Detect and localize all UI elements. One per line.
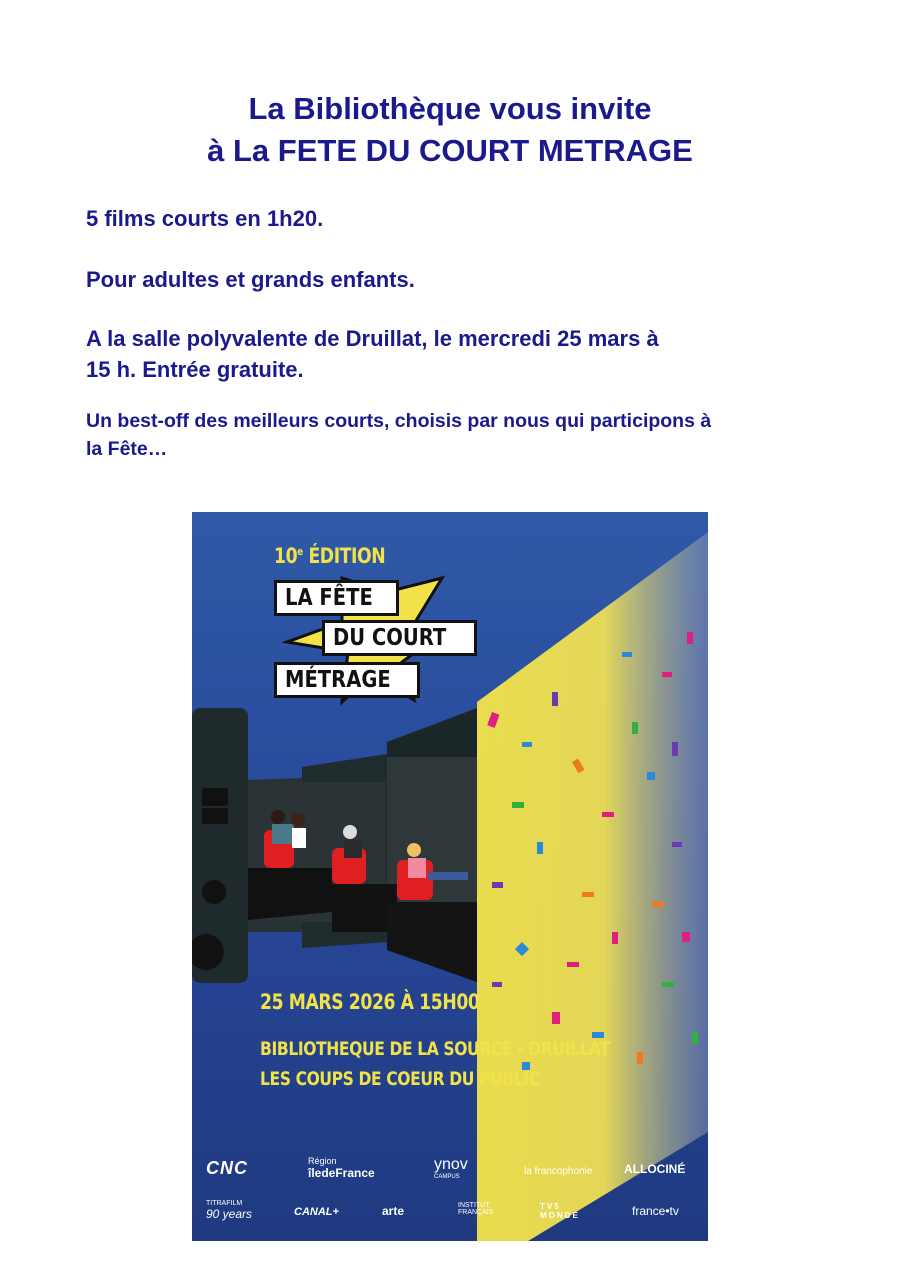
venue-line-2: 15 h. Entrée gratuite. xyxy=(86,357,304,382)
institut-francais-logo: INSTITUT FRANÇAIS xyxy=(458,1202,494,1216)
francophonie-logo: la francophonie xyxy=(524,1166,593,1177)
canalplus-logo: CANAL+ xyxy=(294,1206,339,1218)
venue-line-1: A la salle polyvalente de Druillat, le mercredi 25 mars à xyxy=(86,326,659,351)
titrafilm-logo: TITRAFILM 90 years xyxy=(206,1200,253,1221)
tv5monde-logo: TV5 MONDE xyxy=(540,1202,580,1220)
allocine-logo: ALLOCINÉ xyxy=(624,1162,686,1176)
title-box-3: MÉTRAGE xyxy=(274,662,420,698)
venue-paragraph xyxy=(86,323,659,385)
event-place: BIBLIOTHEQUE DE LA SOURCE - DRUILLAT xyxy=(260,1038,610,1060)
bestof-line-1: Un best-off des meilleurs courts, choisis par nous qui participons à xyxy=(86,410,712,432)
page-title xyxy=(0,88,900,172)
title-box-1: LA FÊTE xyxy=(274,580,399,616)
edition-label: 10e ÉDITION xyxy=(274,544,386,568)
title-box-2: DU COURT xyxy=(322,620,477,656)
audience-paragraph: Pour adultes et grands enfants. xyxy=(86,267,415,292)
event-date: 25 MARS 2026 À 15H00 xyxy=(260,990,480,1014)
ynov-logo: ynov CAMPUS xyxy=(434,1156,468,1180)
bestof-line-2: la Fête… xyxy=(86,438,168,460)
cnc-logo: CNC xyxy=(206,1158,248,1178)
region-logo: Région îledeFrance xyxy=(308,1156,375,1180)
event-poster xyxy=(192,512,708,1241)
event-tagline: LES COUPS DE COEUR DU PUBLIC xyxy=(260,1068,540,1090)
francetv-logo: france•tv xyxy=(632,1204,679,1218)
bestof-paragraph xyxy=(86,407,711,463)
title-line-1: La Bibliothèque vous invite xyxy=(248,91,652,126)
title-line-2: à La FETE DU COURT METRAGE xyxy=(207,133,693,168)
arte-logo: arte xyxy=(382,1204,405,1218)
films-paragraph: 5 films courts en 1h20. xyxy=(86,206,324,231)
